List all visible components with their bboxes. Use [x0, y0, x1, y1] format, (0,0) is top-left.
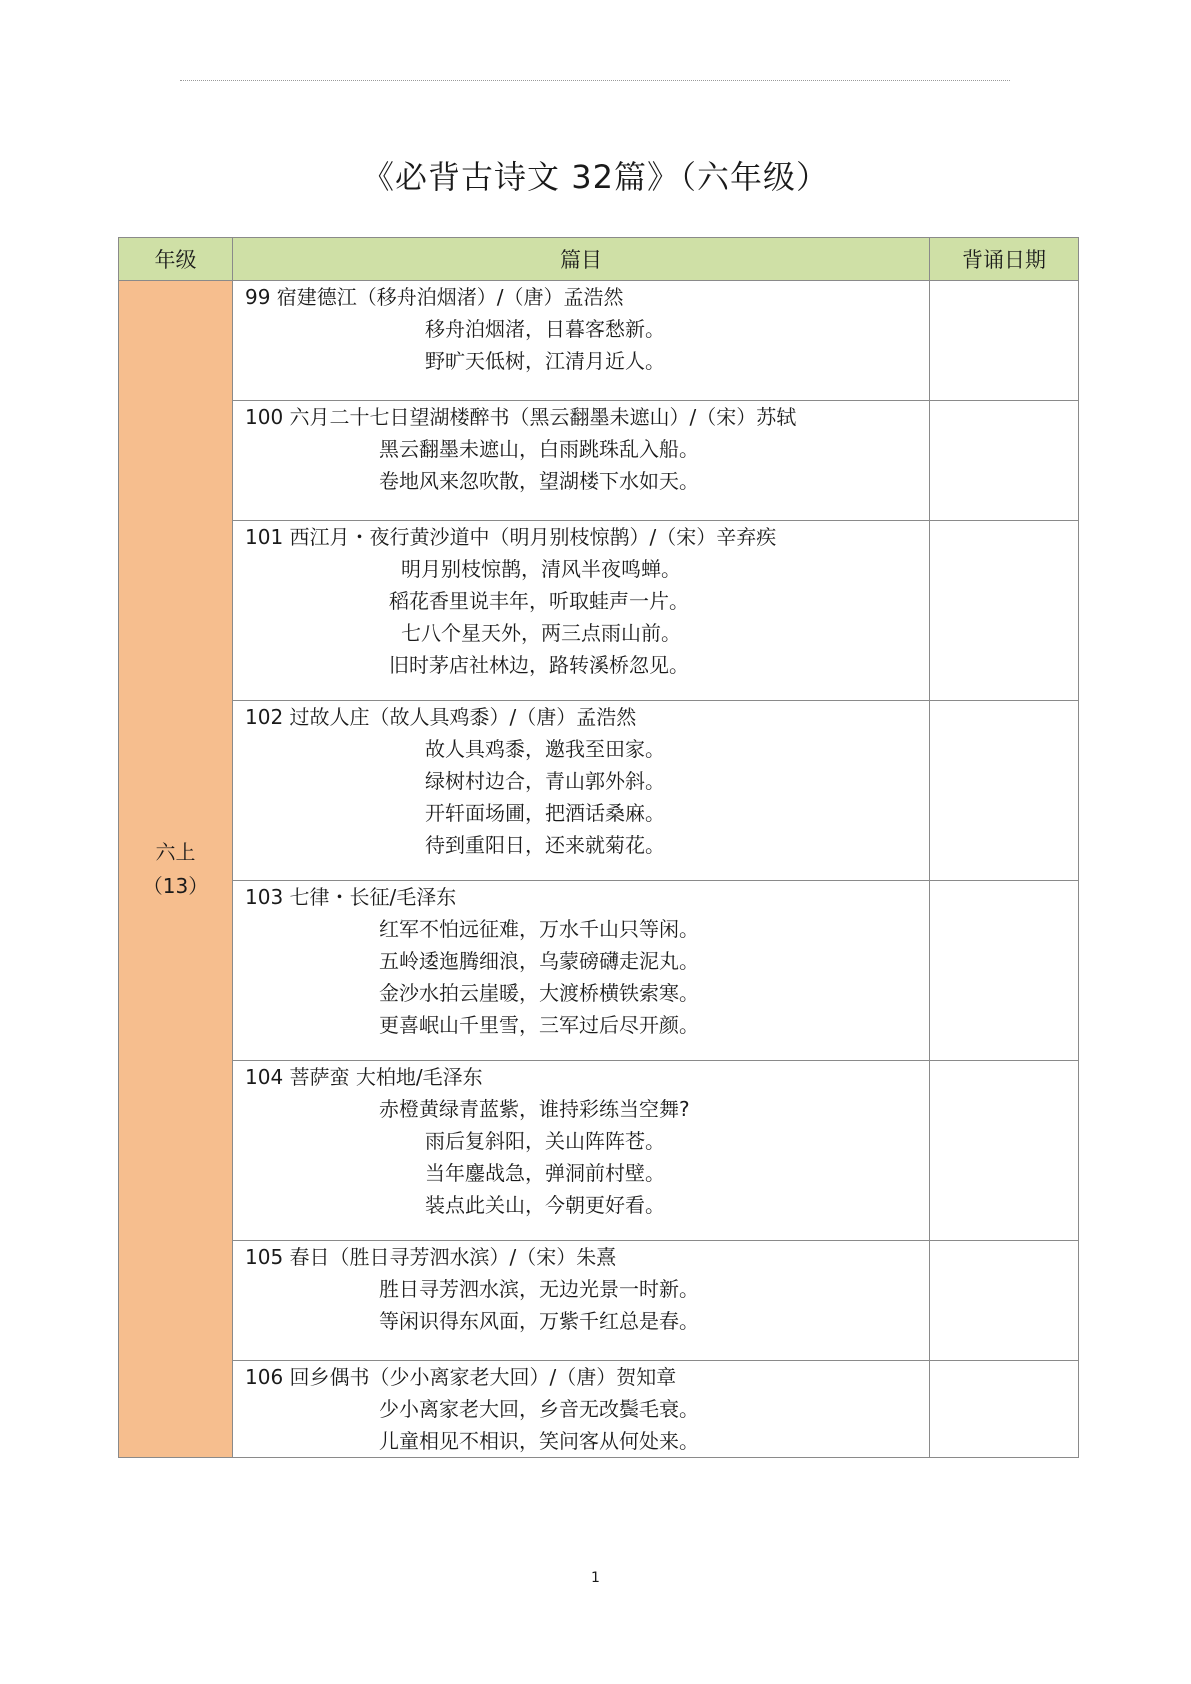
poem-cell	[233, 281, 930, 401]
poem-row	[119, 1361, 1079, 1458]
poem-line: 野旷天低树，江清月近人。	[425, 349, 665, 373]
page-number: 1	[591, 1570, 600, 1586]
poem-table	[118, 237, 1079, 1458]
grade-count: （13）	[142, 874, 209, 898]
poem-row	[119, 401, 1079, 521]
poem-line: 装点此关山，今朝更好看。	[425, 1193, 665, 1217]
poem-line: 红军不怕远征难，万水千山只等闲。	[379, 917, 699, 941]
poem-line: 更喜岷山千里雪，三军过后尽开颜。	[379, 1013, 699, 1037]
poem-heading: 104 菩萨蛮 大柏地/毛泽东	[245, 1065, 483, 1089]
poem-line: 开轩面场圃，把酒话桑麻。	[425, 801, 665, 825]
poem-heading: 106 回乡偶书（少小离家老大回）/（唐）贺知章	[245, 1365, 677, 1389]
grade-label: 六上	[155, 840, 196, 864]
poem-line: 稻花香里说丰年，听取蛙声一片。	[389, 589, 689, 613]
header-grade: 年级	[119, 238, 233, 281]
poem-cell	[233, 1061, 930, 1241]
poem-line: 移舟泊烟渚，日暮客愁新。	[425, 317, 665, 341]
header-date: 背诵日期	[930, 238, 1079, 281]
poem-line: 故人具鸡黍，邀我至田家。	[425, 737, 665, 761]
poem-row	[119, 701, 1079, 881]
poem-heading: 101 西江月・夜行黄沙道中（明月别枝惊鹊）/（宋）辛弃疾	[245, 525, 777, 549]
poem-row	[119, 881, 1079, 1061]
poem-heading: 103 七律・长征/毛泽东	[245, 885, 457, 909]
recitation-date-cell[interactable]	[930, 1241, 1079, 1361]
poem-heading: 105 春日（胜日寻芳泗水滨）/（宋）朱熹	[245, 1245, 617, 1269]
recitation-date-cell[interactable]	[930, 281, 1079, 401]
poem-heading: 100 六月二十七日望湖楼醉书（黑云翻墨未遮山）/（宋）苏轼	[245, 405, 797, 429]
poem-line: 旧时茅店社林边，路转溪桥忽见。	[389, 653, 689, 677]
poem-line: 当年鏖战急，弹洞前村壁。	[425, 1161, 665, 1185]
recitation-date-cell[interactable]	[930, 1361, 1079, 1458]
poem-line: 雨后复斜阳，关山阵阵苍。	[425, 1129, 665, 1153]
header-rule	[180, 80, 1010, 81]
recitation-date-cell[interactable]	[930, 521, 1079, 701]
poem-cell	[233, 881, 930, 1061]
poem-line: 绿树村边合，青山郭外斜。	[425, 769, 665, 793]
recitation-date-cell[interactable]	[930, 881, 1079, 1061]
poem-line: 卷地风来忽吹散，望湖楼下水如天。	[379, 469, 699, 493]
poem-line: 五岭逶迤腾细浪，乌蒙磅礴走泥丸。	[379, 949, 699, 973]
poem-row	[119, 1061, 1079, 1241]
poem-cell	[233, 701, 930, 881]
poem-cell	[233, 1241, 930, 1361]
poem-line: 等闲识得东风面，万紫千红总是春。	[379, 1309, 699, 1333]
poem-line: 明月别枝惊鹊，清风半夜鸣蝉。	[401, 557, 681, 581]
poem-heading: 102 过故人庄（故人具鸡黍）/（唐）孟浩然	[245, 705, 637, 729]
recitation-date-cell[interactable]	[930, 701, 1079, 881]
recitation-date-cell[interactable]	[930, 401, 1079, 521]
poem-line: 金沙水拍云崖暖，大渡桥横铁索寒。	[379, 981, 699, 1005]
poem-line: 待到重阳日，还来就菊花。	[425, 833, 665, 857]
poem-row	[119, 521, 1079, 701]
poem-cell	[233, 401, 930, 521]
document-title: 《必背古诗文 32篇》（六年级）	[362, 158, 829, 196]
poem-line: 胜日寻芳泗水滨，无边光景一时新。	[379, 1277, 699, 1301]
poem-line: 赤橙黄绿青蓝紫，谁持彩练当空舞?	[379, 1097, 690, 1121]
poem-table-body	[119, 281, 1079, 1458]
poem-line: 黑云翻墨未遮山，白雨跳珠乱入船。	[379, 437, 699, 461]
header-title: 篇目	[233, 238, 930, 281]
table-header-row	[119, 238, 1079, 281]
poem-cell	[233, 1361, 930, 1458]
recitation-date-cell[interactable]	[930, 1061, 1079, 1241]
poem-row	[119, 281, 1079, 401]
poem-line: 七八个星天外，两三点雨山前。	[401, 621, 681, 645]
poem-cell	[233, 521, 930, 701]
grade-cell	[119, 281, 233, 1458]
poem-row	[119, 1241, 1079, 1361]
poem-line: 少小离家老大回，乡音无改鬓毛衰。	[379, 1397, 699, 1421]
poem-heading: 99 宿建德江（移舟泊烟渚）/（唐）孟浩然	[245, 285, 624, 309]
poem-line: 儿童相见不相识，笑问客从何处来。	[379, 1429, 699, 1453]
